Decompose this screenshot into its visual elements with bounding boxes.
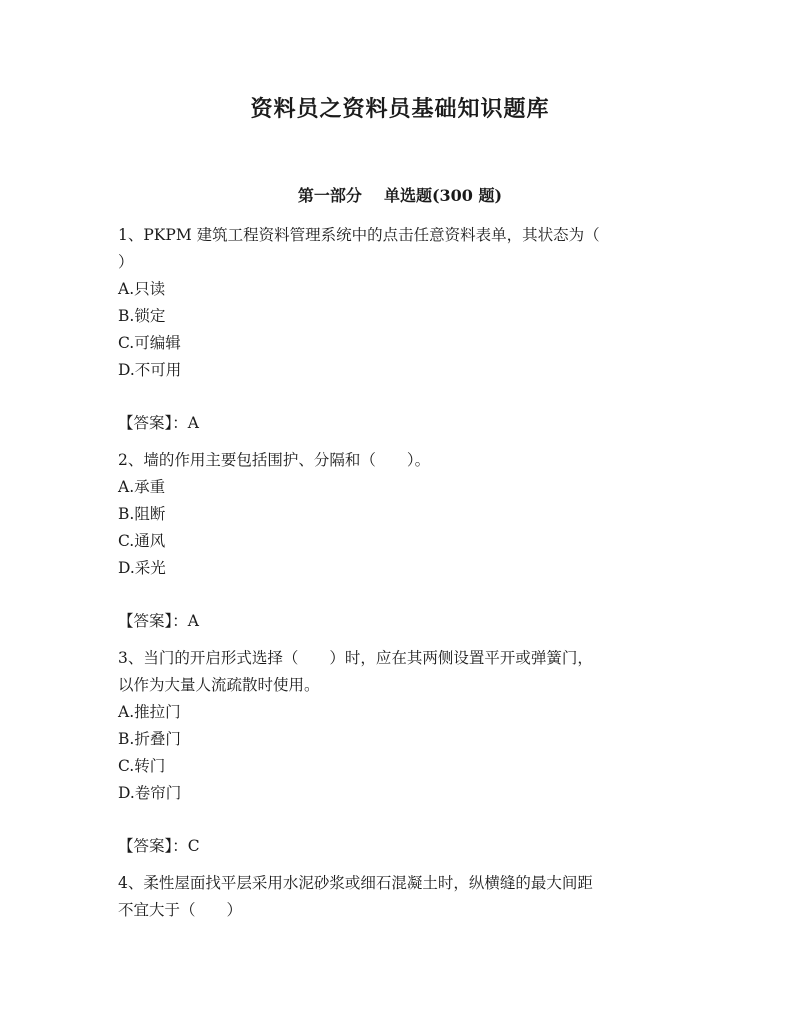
- question-line: 当门的开启形式选择（ ）时，应在其两侧设置平开或弹簧门，: [143, 649, 593, 667]
- option-b: B.锁定: [118, 307, 166, 325]
- option-d: D.不可用: [118, 361, 182, 379]
- question-line: 柔性屋面找平层采用水泥砂浆或细石混凝土时，纵横缝的最大间距: [143, 874, 593, 892]
- section-name: 单选题(300 题): [383, 186, 503, 205]
- answer-line: [118, 608, 688, 635]
- answer-value: A: [187, 612, 199, 630]
- question-number: 2、: [118, 451, 144, 469]
- option-a: A.推拉门: [118, 703, 181, 721]
- option-c: C.可编辑: [118, 334, 181, 352]
- answer-label: 【答案】：: [118, 837, 188, 855]
- question-text: [118, 645, 688, 672]
- question-2: [118, 447, 688, 635]
- question-text: [118, 447, 688, 474]
- section-title: [0, 183, 800, 206]
- answer-line: [118, 410, 688, 437]
- page-title: 资料员之资料员基础知识题库: [250, 96, 550, 122]
- answer-value: C: [187, 837, 200, 855]
- option-c: C.通风: [118, 532, 166, 550]
- question-line: PKPM 建筑工程资料管理系统中的点击任意资料表单，其状态为（: [143, 226, 600, 244]
- option-a: A.承重: [118, 478, 166, 496]
- question-4: [118, 870, 688, 924]
- question-line: 以作为大量人流疏散时使用。: [118, 676, 320, 694]
- question-text: [118, 222, 688, 249]
- question-line: 墙的作用主要包括围护、分隔和（ ）。: [143, 451, 431, 469]
- option-d: D.卷帘门: [118, 784, 182, 802]
- option-c: C.转门: [118, 757, 166, 775]
- question-line: 不宜大于（ ）: [118, 901, 243, 919]
- question-3: [118, 645, 688, 860]
- option-b: B.折叠门: [118, 730, 181, 748]
- question-1: [118, 222, 688, 437]
- answer-line: [118, 833, 688, 860]
- question-list: [118, 222, 688, 924]
- option-d: D.采光: [118, 559, 166, 577]
- question-number: 3、: [118, 649, 144, 667]
- answer-value: A: [187, 414, 199, 432]
- answer-label: 【答案】：: [118, 414, 188, 432]
- question-number: 1、: [118, 226, 144, 244]
- answer-label: 【答案】：: [118, 612, 188, 630]
- question-number: 4、: [118, 874, 144, 892]
- question-text: [118, 870, 688, 897]
- option-a: A.只读: [118, 280, 166, 298]
- question-line: ）: [118, 253, 134, 271]
- option-b: B.阻断: [118, 505, 166, 523]
- section-part: 第一部分: [297, 186, 362, 205]
